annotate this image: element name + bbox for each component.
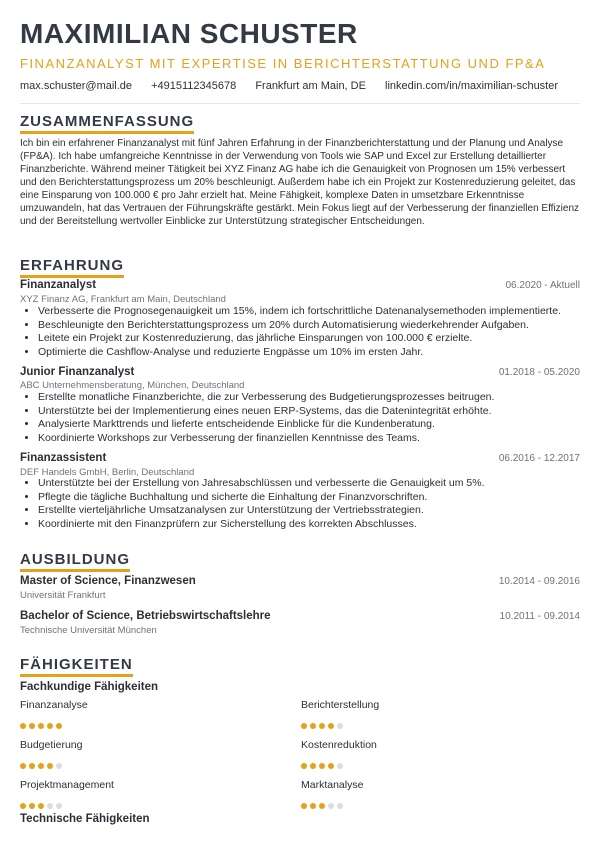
skill-dot-filled bbox=[319, 763, 325, 769]
skill-dot-filled bbox=[38, 763, 44, 769]
summary-heading: ZUSAMMENFASSUNG bbox=[20, 113, 195, 130]
skill-name: Finanzanalyse bbox=[20, 699, 88, 711]
education-heading: AUSBILDUNG bbox=[20, 551, 130, 568]
contact-linkedin[interactable]: linkedin.com/in/maximilian-schuster bbox=[385, 80, 559, 92]
job-dates: 01.2018 - 05.2020 bbox=[498, 367, 580, 378]
education-degree: Master of Science, Finanzwesen bbox=[20, 575, 196, 587]
skill-dot-empty bbox=[328, 803, 334, 809]
skill-dot-filled bbox=[301, 803, 307, 809]
skill-item bbox=[301, 699, 561, 723]
skill-dot-filled bbox=[38, 803, 44, 809]
candidate-headline: FINANZANALYST MIT EXPERTISE IN BERICHTERSTATTUNG UND FP&A bbox=[20, 56, 546, 71]
education-school: Universität Frankfurt bbox=[20, 590, 106, 601]
skill-name: Budgetierung bbox=[20, 739, 83, 751]
education-dates: 10.2014 - 09.2016 bbox=[498, 576, 580, 587]
job-dates: 06.2020 - Aktuell bbox=[505, 280, 580, 291]
skill-dot-filled bbox=[301, 763, 307, 769]
skill-rating bbox=[301, 716, 561, 723]
job-bullet: • Optimierte die Cashflow-Analyse und reduzierte Engpässe um 10% im ersten Jahr. bbox=[38, 346, 580, 360]
skill-dot-filled bbox=[20, 763, 26, 769]
summary-text: Ich bin ein erfahrener Finanzanalyst mit fünf Jahren Erfahrung in der Finanzberichterstattung und der Planung und Analyse (FP&A). Ich habe umfangreiche Kenntnisse in der Verwendung von Tools wie SAP und Excel zur Erstellung detaillierter Finanzberichte. Während meiner Tätigkeit bei XYZ Finanz AG habe ich die Genauigkeit von Prognosen um 15% verbessert und den Berichterstattungsprozess um 20% beschleunigt. Außerdem habe ich ein Projekt zur Kostenreduzierung geleitet, das eine Einsparung von 100.000 € pro Jahr erzielt hat. Meine Fähigkeit, komplexe Daten in umsetzbare Erkenntnisse umzuwandeln, hat das Vertrauen der Führungskräfte gestärkt. Mein Fokus liegt auf der Verbesserung der finanziellen Effizienz und der Bereitstellung wertvoller Einblicke zur Unterstützung strategischer Entscheidungen. bbox=[20, 138, 580, 227]
job-bullets bbox=[20, 477, 580, 531]
skill-item bbox=[20, 779, 280, 803]
job-bullet: • Beschleunigte den Berichterstattungsprozess um 20% durch Automatisierung wiederkehrender Aufgaben. bbox=[38, 319, 580, 333]
contact-email[interactable]: max.schuster@mail.de bbox=[20, 80, 133, 92]
skill-dot-empty bbox=[56, 803, 62, 809]
skill-name: Kostenreduktion bbox=[301, 739, 377, 751]
contact-phone[interactable]: +4915112345678 bbox=[151, 80, 237, 92]
candidate-name: MAXIMILIAN SCHUSTER bbox=[20, 18, 358, 49]
job-bullet: • Erstellte monatliche Finanzberichte, die zur Verbesserung des Budgetierungsprozesses beitrugen. bbox=[38, 391, 580, 405]
job-bullet: • Koordinierte Workshops zur Verbesserung der finanziellen Kenntnisse des Teams. bbox=[38, 432, 580, 446]
skill-dot-filled bbox=[56, 723, 62, 729]
education-school: Technische Universität München bbox=[20, 625, 157, 636]
skill-dot-filled bbox=[29, 723, 35, 729]
skill-rating bbox=[20, 716, 280, 723]
job-bullet: • Unterstützte bei der Implementierung eines neuen ERP-Systems, das die Datenintegrität erhöhte. bbox=[38, 405, 580, 419]
skill-dot-filled bbox=[328, 723, 334, 729]
skills-group-title: Fachkundige Fähigkeiten bbox=[20, 681, 159, 693]
skill-dot-filled bbox=[20, 803, 26, 809]
skill-rating bbox=[20, 756, 280, 763]
job-dates: 06.2016 - 12.2017 bbox=[498, 453, 580, 464]
skill-item bbox=[20, 739, 280, 763]
skill-name: Projektmanagement bbox=[20, 779, 114, 791]
contact-location: Frankfurt am Main, DE bbox=[255, 80, 366, 92]
job-bullet: • Pflegte die tägliche Buchhaltung und sicherte die Einhaltung der Finanzvorschriften. bbox=[38, 491, 580, 505]
skills-heading: FÄHIGKEITEN bbox=[20, 656, 133, 673]
education-degree: Bachelor of Science, Betriebswirtschaftslehre bbox=[20, 610, 271, 622]
skill-dot-empty bbox=[56, 763, 62, 769]
skill-name: Marktanalyse bbox=[301, 779, 364, 791]
skill-dot-filled bbox=[319, 723, 325, 729]
job-bullets bbox=[20, 305, 580, 359]
job-bullet: • Unterstützte bei der Erstellung von Jahresabschlüssen und verbesserte die Genauigkeit um 5%. bbox=[38, 477, 580, 491]
skill-dot-filled bbox=[319, 803, 325, 809]
skill-dot-filled bbox=[38, 723, 44, 729]
skill-dot-empty bbox=[47, 803, 53, 809]
skill-dot-filled bbox=[301, 723, 307, 729]
skill-dot-filled bbox=[47, 723, 53, 729]
contact-line bbox=[20, 80, 574, 92]
skill-dot-empty bbox=[337, 723, 343, 729]
skill-dot-filled bbox=[310, 723, 316, 729]
skill-dot-filled bbox=[310, 803, 316, 809]
skills-group-title: Technische Fähigkeiten bbox=[20, 813, 150, 825]
job-bullet: • Analysierte Markttrends und lieferte entscheidende Einblicke für die Kundenberatung. bbox=[38, 418, 580, 432]
skill-dot-empty bbox=[337, 803, 343, 809]
job-role: Finanzassistent bbox=[20, 452, 107, 464]
job-role: Finanzanalyst bbox=[20, 279, 97, 291]
skill-item bbox=[301, 779, 561, 803]
education-dates: 10.2011 - 09.2014 bbox=[499, 611, 580, 622]
skill-dot-filled bbox=[20, 723, 26, 729]
job-role: Junior Finanzanalyst bbox=[20, 366, 135, 378]
job-bullet: • Verbesserte die Prognosegenauigkeit um 15%, indem ich fortschrittliche Datenanalysemethoden implementierte. bbox=[38, 305, 580, 319]
job-company: DEF Handels GmbH, Berlin, Deutschland bbox=[20, 467, 195, 478]
skill-dot-filled bbox=[29, 763, 35, 769]
skill-dot-filled bbox=[310, 763, 316, 769]
skill-rating bbox=[301, 756, 561, 763]
job-company: XYZ Finanz AG, Frankfurt am Main, Deutschland bbox=[20, 294, 226, 305]
contact-divider bbox=[20, 103, 580, 104]
skill-dot-empty bbox=[337, 763, 343, 769]
job-bullets bbox=[20, 391, 580, 445]
job-bullet: • Erstellte vierteljährliche Umsatzanalysen zur Unterstützung der Vertriebsstrategien. bbox=[38, 504, 580, 518]
skill-dot-filled bbox=[29, 803, 35, 809]
skill-item bbox=[20, 699, 280, 723]
skill-name: Berichterstellung bbox=[301, 699, 380, 711]
skill-dot-filled bbox=[328, 763, 334, 769]
job-company: ABC Unternehmensberatung, München, Deutschland bbox=[20, 380, 245, 391]
skill-dot-filled bbox=[47, 763, 53, 769]
skill-rating bbox=[20, 796, 280, 803]
job-bullet: • Leitete ein Projekt zur Kostenreduzierung, das jährliche Einsparungen von 100.000 € erzielte. bbox=[38, 332, 580, 346]
job-bullet: • Koordinierte mit den Finanzprüfern zur Sicherstellung des korrekten Abschlusses. bbox=[38, 518, 580, 532]
experience-heading: ERFAHRUNG bbox=[20, 257, 125, 274]
skill-rating bbox=[301, 796, 561, 803]
skill-item bbox=[301, 739, 561, 763]
